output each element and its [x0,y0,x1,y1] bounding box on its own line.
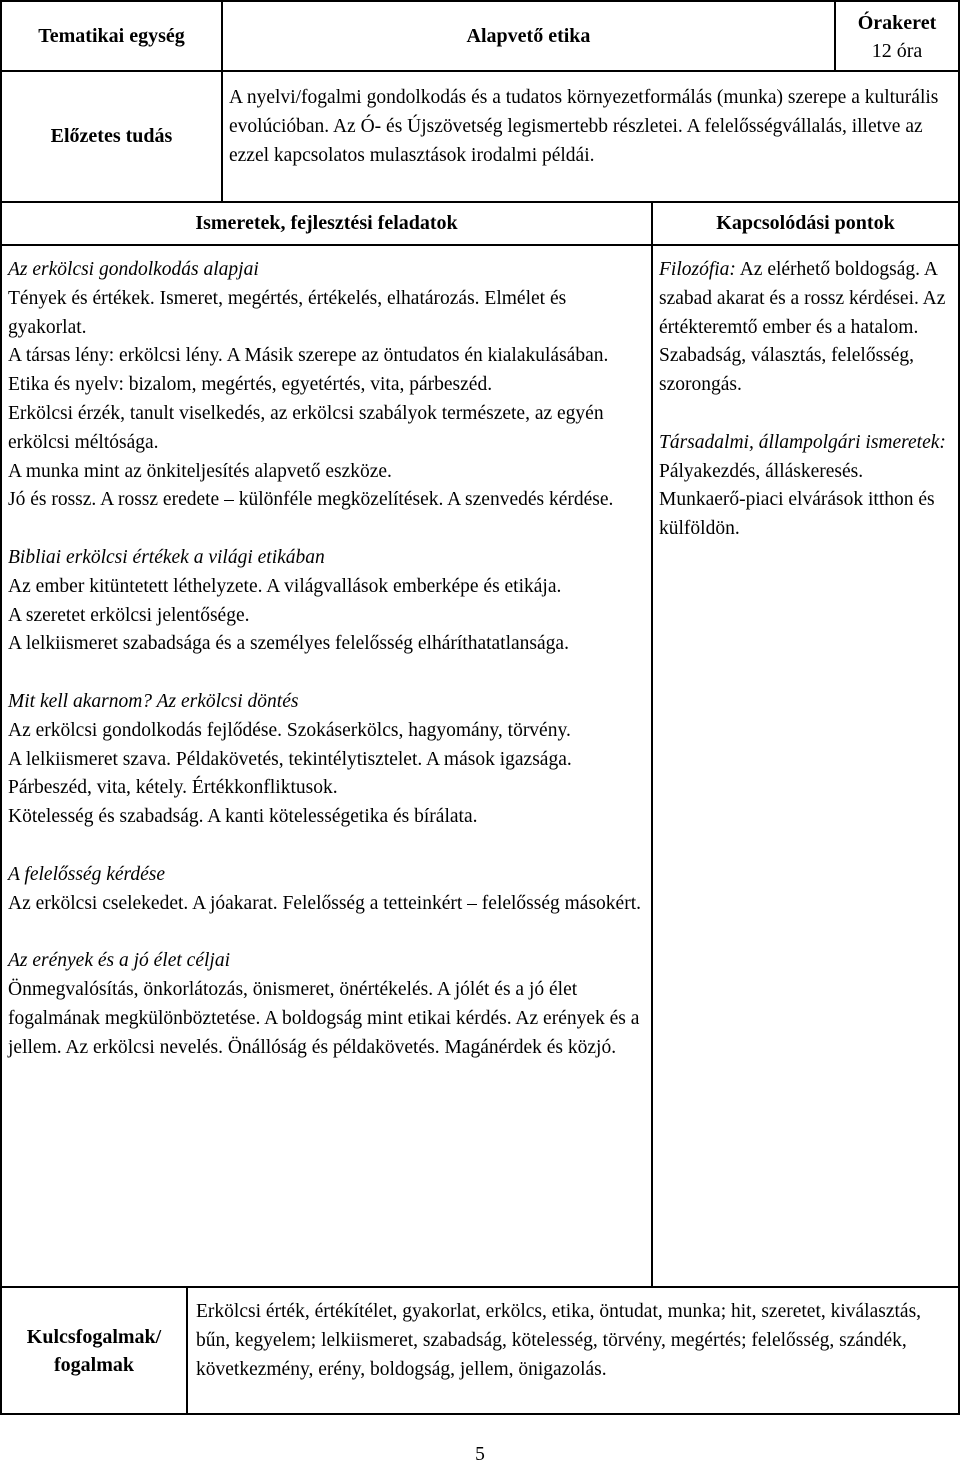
section-title: Az erények és a jó élet céljai [8,950,230,972]
orakeret-label: Órakeret [857,12,937,34]
section-line: A társas lény: erkölcsi lény. A Másik szerepe az öntudatos én kialakulásában. [8,345,609,367]
section-title: Bibliai erkölcsi értékek a világi etikában [8,546,325,568]
orakeret-value: 12 óra [871,40,923,62]
section-line: Párbeszéd, vita, kétely. Értékkonfliktusok. [8,777,338,799]
section-line: Jó és rossz. A rossz eredete – különféle megközelítések. A szenvedés kérdése. [8,489,614,511]
kapcsolodas-tarsadalmi [659,429,951,487]
unit-title: Alapvető etika [466,24,591,47]
ismeretek-content [8,256,648,1062]
kulcs-label-line2: fogalmak [54,1353,134,1376]
section-line: Önmegvalósítás, önkorlátozás, önismeret, önértékelés. A jólét és a jó élet fogalmának megkülönböztetése. A boldogság mint etikai kérdés. Az erények és a jellem. Az erkölcsi nevelés. Önállóság és példakövetés. Magánérdek és közjó. [8,978,640,1058]
section-gap [659,400,951,429]
kulcsfogalmak-text: Erkölcsi érték, értékítélet, gyakorlat, erkölcs, etika, öntudat, munka; hit, szeretet, kiválasztás, bűn, kegyelem; lelkiismeret, szabadság, kötelesség, törvény, megértés; felelősség, szándék, következmény, erény, boldogság, jellem, önigazolás. [196,1301,922,1380]
subject-text: Pályakezdés, álláskeresés. [659,460,864,482]
section-5 [8,947,648,1062]
kapcsolodas-filozofia [659,256,951,400]
section-line: Etika és nyelv: bizalom, megértés, egyetértés, vita, párbeszéd. [8,374,493,396]
left-column-header: Ismeretek, fejlesztési feladatok [195,212,458,235]
section-gap [8,659,648,688]
section-3 [8,688,648,832]
section-4 [8,861,648,919]
section-line: Az erkölcsi gondolkodás fejlődése. Szokáserkölcs, hagyomány, törvény. [8,719,571,741]
section-title: Mit kell akarnom? Az erkölcsi döntés [8,690,299,712]
divider-label-col-bottom [186,1286,188,1415]
border-bottom [0,1413,960,1415]
section-gap [8,918,648,947]
section-line: Kötelesség és szabadság. A kanti kötelességetika és bírálata. [8,806,478,828]
section-line: A munka mint az önkiteljesítés alapvető eszköze. [8,460,392,482]
page-number: 5 [475,1444,485,1465]
section-line: Az ember kitüntetett léthelyzete. A világvallások emberképe és etikája. [8,575,562,597]
right-column-header: Kapcsolódási pontok [716,212,895,235]
section-title: Az erkölcsi gondolkodás alapjai [8,259,259,280]
orakeret-cell [836,6,958,68]
section-line: Erkölcsi érzék, tanult viselkedés, az erkölcsi szabályok természete, az egyén erkölcsi méltósága. [8,402,604,453]
elozetes-label: Előzetes tudás [50,125,173,148]
section-2 [8,544,648,659]
subject-label: Társadalmi, állampolgári ismeretek: [659,431,946,453]
section-line: A lelkiismeret szabadsága és a személyes felelősség elháríthatatlansága. [8,633,569,655]
section-gap [8,515,648,544]
section-1 [8,256,648,515]
section-line: Tények és értékek. Ismeret, megértés, értékelés, elhatározás. Elmélet és gyakorlat. [8,287,567,338]
kulcsfogalmak-label [2,1288,186,1413]
tematikai-label: Tematikai egység [38,24,185,47]
elozetes-text: A nyelvi/fogalmi gondolkodás és a tudatos környezetformálás (munka) szerepe a kulturális evolúcióban. Az Ó- és Újszövetség legismertebb részletei. A felelősségvállalás, illetve az ezzel kapcsolatos mulasztások irodalmi példái. [229,87,939,166]
section-line: A szeretet erkölcsi jelentősége. [8,604,250,626]
kulcs-label-line1: Kulcsfogalmak/ [26,1325,162,1348]
subject-label: Filozófia: [659,259,736,280]
section-line: Az erkölcsi cselekedet. A jóakarat. Felelősség a tetteinkért – felelősség másokért. [8,892,641,914]
border-row3-bottom [0,244,960,246]
divider-content-connect [651,201,653,1288]
kapcsolodasi-content [659,256,951,544]
subject-text: Az elérhető boldogság. A szabad akarat és a rossz kérdései. Az értékteremtő ember és a hatalom. Szabadság, választás, felelősség, szorongás. [659,259,946,396]
section-gap [8,832,648,861]
kapcsolodas-extra: Munkaerő-piaci elvárások itthon és külföldön. [659,489,935,540]
section-title: A felelősség kérdése [8,863,166,885]
section-line: A lelkiismeret szava. Példakövetés, tekintélytisztelet. A mások igazsága. [8,748,572,770]
